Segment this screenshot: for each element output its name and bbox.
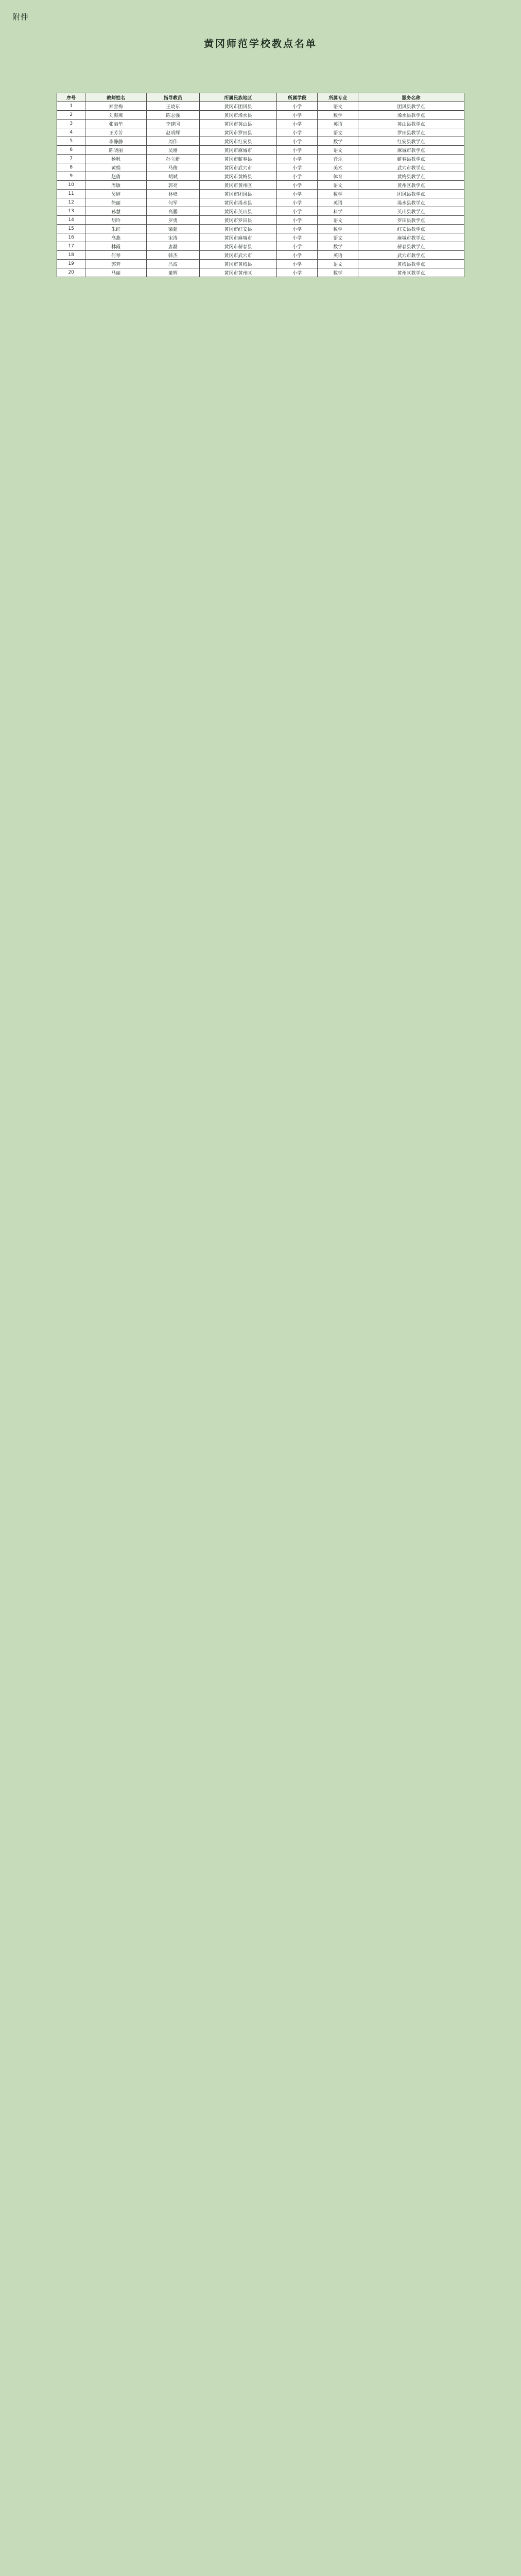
table-cell: 黄冈市红安县 <box>199 225 276 233</box>
table-row <box>57 198 464 207</box>
table-cell: 黄梅县教学点 <box>358 172 464 181</box>
table-row <box>57 146 464 155</box>
table-cell: 王晓东 <box>147 102 200 111</box>
table-cell: 英语 <box>318 120 358 128</box>
table-cell: 小学 <box>277 242 318 251</box>
table-cell: 团风县教学点 <box>358 102 464 111</box>
table-cell: 黄冈市英山县 <box>199 120 276 128</box>
column-header: 所属学段 <box>277 93 318 102</box>
table-cell: 7 <box>57 155 85 163</box>
table-cell: 小学 <box>277 260 318 268</box>
table-cell: 13 <box>57 207 85 216</box>
table-cell: 小学 <box>277 233 318 242</box>
table-row <box>57 225 464 233</box>
table-cell: 16 <box>57 233 85 242</box>
table-cell: 小学 <box>277 207 318 216</box>
table-cell: 徐丽 <box>85 198 147 207</box>
column-header: 所属民族地区 <box>199 93 276 102</box>
table-cell: 吴婷 <box>85 190 147 198</box>
table-cell: 蕲春县教学点 <box>358 242 464 251</box>
table-cell: 小学 <box>277 190 318 198</box>
table-cell: 9 <box>57 172 85 181</box>
table-cell: 12 <box>57 198 85 207</box>
table-cell: 陈晓丽 <box>85 146 147 155</box>
table-row <box>57 128 464 137</box>
table-cell: 科学 <box>318 207 358 216</box>
table-cell: 黄冈市团风县 <box>199 102 276 111</box>
table-cell: 黄冈市浠水县 <box>199 198 276 207</box>
table-cell: 20 <box>57 268 85 277</box>
table-row <box>57 233 464 242</box>
table-row <box>57 102 464 111</box>
table-cell: 英语 <box>318 251 358 260</box>
table-cell: 小学 <box>277 111 318 120</box>
table-block <box>57 93 464 277</box>
table-row <box>57 268 464 277</box>
table-cell: 4 <box>57 128 85 137</box>
table-cell: 小学 <box>277 181 318 190</box>
table-cell: 数学 <box>318 190 358 198</box>
table-header-row <box>57 93 464 102</box>
table-cell: 团风县教学点 <box>358 190 464 198</box>
table-cell: 小学 <box>277 155 318 163</box>
table-cell: 15 <box>57 225 85 233</box>
table-cell: 黄冈市罗田县 <box>199 128 276 137</box>
table-cell: 小学 <box>277 268 318 277</box>
table-cell: 黄冈市黄州区 <box>199 268 276 277</box>
table-cell: 马丽 <box>85 268 147 277</box>
table-row <box>57 163 464 172</box>
table-cell: 胡斌 <box>147 172 200 181</box>
table-cell: 红安县教学点 <box>358 225 464 233</box>
table-row <box>57 172 464 181</box>
roster-table <box>57 93 464 277</box>
table-cell: 马俊 <box>147 163 200 172</box>
table-cell: 5 <box>57 137 85 146</box>
table-cell: 郭亮 <box>147 181 200 190</box>
table-cell: 3 <box>57 120 85 128</box>
table-cell: 梁超 <box>147 225 200 233</box>
table-cell: 韩杰 <box>147 251 200 260</box>
table-cell: 语文 <box>318 260 358 268</box>
table-cell: 郭芳 <box>85 260 147 268</box>
table-cell: 武穴市教学点 <box>358 163 464 172</box>
table-cell: 武穴市教学点 <box>358 251 464 260</box>
table-cell: 罗田县教学点 <box>358 128 464 137</box>
table-cell: 6 <box>57 146 85 155</box>
table-cell: 林峰 <box>147 190 200 198</box>
table-row <box>57 260 464 268</box>
table-cell: 胡玲 <box>85 216 147 225</box>
table-cell: 孙立新 <box>147 155 200 163</box>
table-cell: 小学 <box>277 102 318 111</box>
table-cell: 黄冈市黄梅县 <box>199 172 276 181</box>
table-row <box>57 242 464 251</box>
table-cell: 小学 <box>277 225 318 233</box>
table-cell: 英语 <box>318 198 358 207</box>
table-cell: 18 <box>57 251 85 260</box>
table-cell: 英山县教学点 <box>358 120 464 128</box>
table-cell: 小学 <box>277 120 318 128</box>
table-cell: 李建国 <box>147 120 200 128</box>
table-cell: 郑雪梅 <box>85 102 147 111</box>
table-cell: 红安县教学点 <box>358 137 464 146</box>
table-cell: 唐磊 <box>147 242 200 251</box>
table-row <box>57 251 464 260</box>
table-cell: 黄冈市蕲春县 <box>199 242 276 251</box>
column-header: 教师姓名 <box>85 93 147 102</box>
table-cell: 麻城市教学点 <box>358 233 464 242</box>
table-cell: 黄冈市蕲春县 <box>199 155 276 163</box>
table-cell: 王芳芳 <box>85 128 147 137</box>
table-cell: 陈志强 <box>147 111 200 120</box>
table-cell: 语文 <box>318 146 358 155</box>
table-cell: 黄冈市罗田县 <box>199 216 276 225</box>
table-row <box>57 137 464 146</box>
table-cell: 数学 <box>318 137 358 146</box>
table-cell: 蕲春县教学点 <box>358 155 464 163</box>
table-row <box>57 111 464 120</box>
column-header: 指导教员 <box>147 93 200 102</box>
table-cell: 语文 <box>318 233 358 242</box>
table-cell: 吴刚 <box>147 146 200 155</box>
table-cell: 小学 <box>277 172 318 181</box>
table-cell: 张丽华 <box>85 120 147 128</box>
table-cell: 英山县教学点 <box>358 207 464 216</box>
table-cell: 语文 <box>318 102 358 111</box>
table-row <box>57 120 464 128</box>
column-header: 所属专业 <box>318 93 358 102</box>
table-cell: 黄冈市黄州区 <box>199 181 276 190</box>
table-cell: 孙慧 <box>85 207 147 216</box>
column-header: 序号 <box>57 93 85 102</box>
table-cell: 高鹏 <box>147 207 200 216</box>
table-cell: 浠水县教学点 <box>358 198 464 207</box>
table-cell: 数学 <box>318 111 358 120</box>
table-cell: 语文 <box>318 216 358 225</box>
table-row <box>57 181 464 190</box>
table-cell: 黄州区教学点 <box>358 181 464 190</box>
table-cell: 朱红 <box>85 225 147 233</box>
table-row <box>57 155 464 163</box>
table-cell: 高燕 <box>85 233 147 242</box>
table-cell: 罗勇 <box>147 216 200 225</box>
table-cell: 小学 <box>277 146 318 155</box>
table-cell: 黄娟 <box>85 163 147 172</box>
table-cell: 小学 <box>277 216 318 225</box>
table-cell: 周敏 <box>85 181 147 190</box>
table-cell: 黄冈市英山县 <box>199 207 276 216</box>
table-cell: 语文 <box>318 181 358 190</box>
table-cell: 黄梅县教学点 <box>358 260 464 268</box>
table-cell: 小学 <box>277 198 318 207</box>
table-cell: 何琴 <box>85 251 147 260</box>
table-cell: 体育 <box>318 172 358 181</box>
table-cell: 2 <box>57 111 85 120</box>
table-cell: 浠水县教学点 <box>358 111 464 120</box>
table-cell: 小学 <box>277 137 318 146</box>
table-cell: 17 <box>57 242 85 251</box>
table-row <box>57 190 464 198</box>
table-cell: 小学 <box>277 251 318 260</box>
table-cell: 8 <box>57 163 85 172</box>
table-cell: 罗田县教学点 <box>358 216 464 225</box>
table-cell: 刘海燕 <box>85 111 147 120</box>
table-cell: 周伟 <box>147 137 200 146</box>
table-cell: 董辉 <box>147 268 200 277</box>
attachment-tag: 附件 <box>12 12 29 22</box>
table-cell: 麻城市教学点 <box>358 146 464 155</box>
table-cell: 11 <box>57 190 85 198</box>
table-cell: 小学 <box>277 128 318 137</box>
table-cell: 李静静 <box>85 137 147 146</box>
table-cell: 数学 <box>318 225 358 233</box>
table-cell: 黄冈市浠水县 <box>199 111 276 120</box>
table-cell: 黄冈市麻城市 <box>199 233 276 242</box>
table-cell: 美术 <box>318 163 358 172</box>
table-cell: 赵倩 <box>85 172 147 181</box>
table-cell: 小学 <box>277 163 318 172</box>
table-cell: 林霞 <box>85 242 147 251</box>
table-cell: 1 <box>57 102 85 111</box>
table-cell: 10 <box>57 181 85 190</box>
table-cell: 14 <box>57 216 85 225</box>
table-cell: 冯波 <box>147 260 200 268</box>
table-cell: 数学 <box>318 242 358 251</box>
table-cell: 黄冈市武穴市 <box>199 251 276 260</box>
table-cell: 19 <box>57 260 85 268</box>
table-cell: 黄冈市黄梅县 <box>199 260 276 268</box>
table-cell: 音乐 <box>318 155 358 163</box>
document-title: 黄冈师范学校教点名单 <box>203 38 317 49</box>
column-header: 服务名称 <box>358 93 464 102</box>
table-cell: 黄冈市团风县 <box>199 190 276 198</box>
table-cell: 数学 <box>318 268 358 277</box>
table-cell: 赵明辉 <box>147 128 200 137</box>
table-cell: 黄冈市武穴市 <box>199 163 276 172</box>
table-cell: 语文 <box>318 128 358 137</box>
table-cell: 黄冈市麻城市 <box>199 146 276 155</box>
table-cell: 黄冈市红安县 <box>199 137 276 146</box>
table-row <box>57 207 464 216</box>
table-row <box>57 216 464 225</box>
table-cell: 黄州区教学点 <box>358 268 464 277</box>
table-cell: 杨帆 <box>85 155 147 163</box>
table-cell: 宋涛 <box>147 233 200 242</box>
table-cell: 何军 <box>147 198 200 207</box>
